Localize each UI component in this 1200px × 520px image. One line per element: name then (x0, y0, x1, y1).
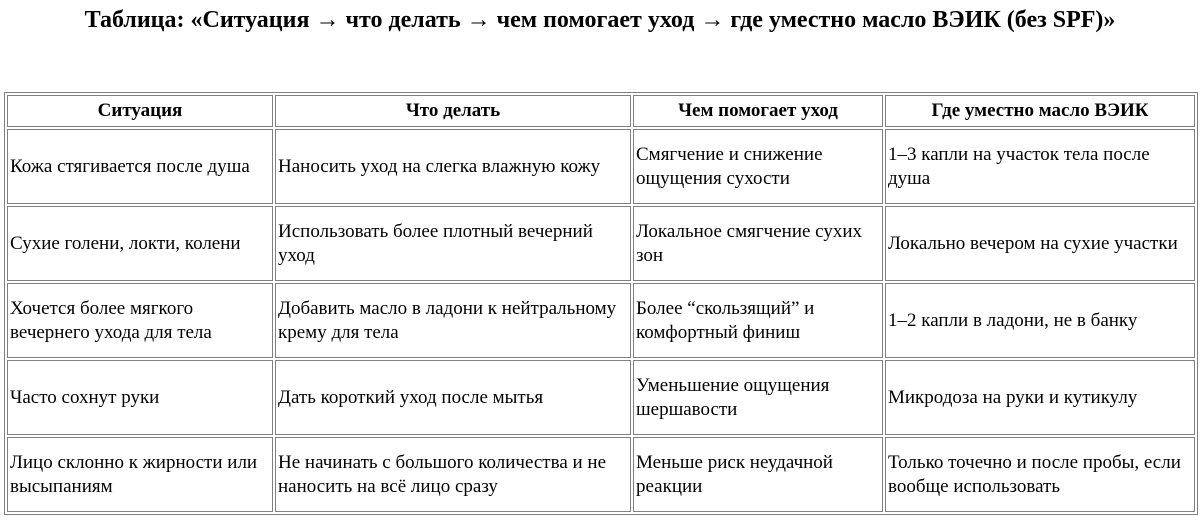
cell-how-care-helps: Смягчение и снижение ощущения сухости (633, 129, 883, 204)
table-row (7, 283, 1195, 358)
header-what-to-do: Что делать (275, 95, 631, 127)
cell-where-oil-fits: Микродоза на руки и кутикулу (885, 360, 1195, 435)
table-row (7, 437, 1195, 512)
cell-what-to-do: Использовать более плотный вечерний уход (275, 206, 631, 281)
cell-where-oil-fits: 1–3 капли на участок тела после душа (885, 129, 1195, 204)
cell-what-to-do: Не начинать с большого количества и не наносить на всё лицо сразу (275, 437, 631, 512)
cell-where-oil-fits: Локально вечером на сухие участки (885, 206, 1195, 281)
cell-where-oil-fits: Только точечно и после пробы, если вообще использовать (885, 437, 1195, 512)
page-title: Таблица: «Ситуация → что делать → чем помогает уход → где уместно масло ВЭИК (без SPF)» (84, 7, 1116, 33)
header-where-oil-fits: Где уместно масло ВЭИК (885, 95, 1195, 127)
table-row (7, 129, 1195, 204)
table-row (7, 360, 1195, 435)
cell-how-care-helps: Локальное смягчение сухих зон (633, 206, 883, 281)
header-how-care-helps: Чем помогает уход (633, 95, 883, 127)
cell-situation: Хочется более мягкого вечернего ухода для тела (7, 283, 273, 358)
cell-where-oil-fits: 1–2 капли в ладони, не в банку (885, 283, 1195, 358)
cell-situation: Сухие голени, локти, колени (7, 206, 273, 281)
header-situation: Ситуация (7, 95, 273, 127)
cell-what-to-do: Добавить масло в ладони к нейтральному крему для тела (275, 283, 631, 358)
cell-how-care-helps: Уменьшение ощущения шершавости (633, 360, 883, 435)
cell-situation: Кожа стягивается после душа (7, 129, 273, 204)
care-table (4, 92, 1198, 515)
cell-how-care-helps: Более “скользящий” и комфортный финиш (633, 283, 883, 358)
cell-situation: Часто сохнут руки (7, 360, 273, 435)
cell-how-care-helps: Меньше риск неудачной реакции (633, 437, 883, 512)
cell-what-to-do: Дать короткий уход после мытья (275, 360, 631, 435)
table-header-row (7, 95, 1195, 127)
cell-what-to-do: Наносить уход на слегка влажную кожу (275, 129, 631, 204)
table-row (7, 206, 1195, 281)
cell-situation: Лицо склонно к жирности или высыпаниям (7, 437, 273, 512)
